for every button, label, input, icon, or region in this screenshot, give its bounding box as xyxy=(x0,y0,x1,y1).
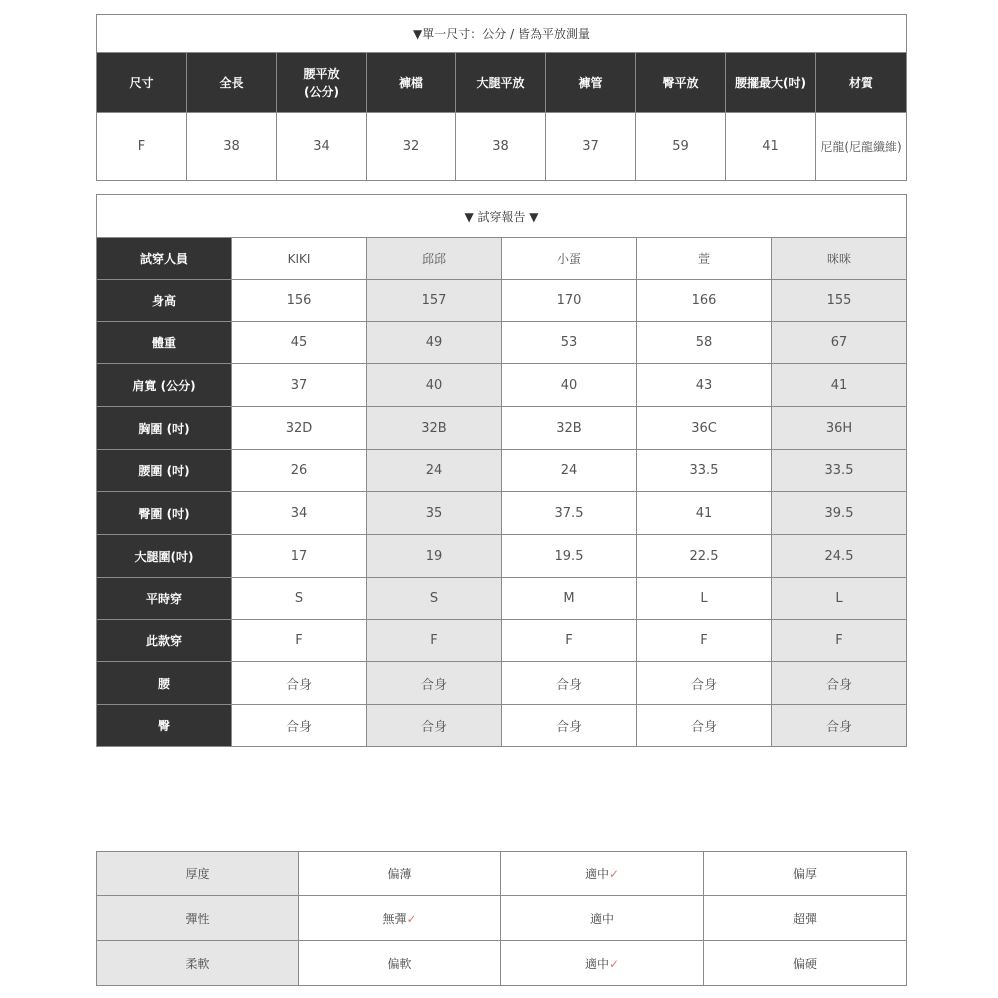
fit-row-label: 平時穿 xyxy=(97,578,232,620)
fit-cell: L xyxy=(637,578,772,620)
fit-cell: 24 xyxy=(502,450,637,492)
fit-row xyxy=(97,280,907,322)
fit-cell: 40 xyxy=(367,364,502,407)
fit-report-table xyxy=(96,194,907,747)
fit-cell: KIKI xyxy=(232,238,367,280)
fit-cell: 合身 xyxy=(637,705,772,747)
fit-row-label: 此款穿 xyxy=(97,620,232,662)
fabric-option-label: 超彈 xyxy=(792,911,817,926)
fit-cell: 41 xyxy=(637,492,772,535)
fit-cell: 37 xyxy=(232,364,367,407)
fit-cell: 40 xyxy=(502,364,637,407)
fit-cell: 19.5 xyxy=(502,535,637,578)
fit-cell: 53 xyxy=(502,322,637,364)
fabric-option-label: 無彈 xyxy=(382,911,407,926)
fit-report-caption: ▼ 試穿報告 ▼ xyxy=(97,195,907,238)
fit-cell: 156 xyxy=(232,280,367,322)
fit-cell: 萱 xyxy=(637,238,772,280)
fabric-row xyxy=(97,941,907,986)
fit-cell: 155 xyxy=(772,280,907,322)
header-waist-flat xyxy=(277,53,367,113)
fit-row xyxy=(97,705,907,747)
fit-cell: L xyxy=(772,578,907,620)
fit-cell: 37.5 xyxy=(502,492,637,535)
size-table-caption: ▼單一尺寸：公分 / 皆為平放測量 xyxy=(97,15,907,53)
length-value: 38 xyxy=(187,113,277,181)
fit-cell: 合身 xyxy=(367,662,502,705)
fit-cell: 39.5 xyxy=(772,492,907,535)
fit-cell: 合身 xyxy=(637,662,772,705)
fit-row xyxy=(97,620,907,662)
fit-cell: 17 xyxy=(232,535,367,578)
fit-row xyxy=(97,450,907,492)
fit-row xyxy=(97,407,907,450)
fit-cell: 24 xyxy=(367,450,502,492)
fit-cell: 49 xyxy=(367,322,502,364)
fit-cell: 32B xyxy=(367,407,502,450)
fit-cell: 合身 xyxy=(502,705,637,747)
fabric-option-label: 偏薄 xyxy=(387,867,412,881)
header-material: 材質 xyxy=(816,53,907,113)
header-hip-flat: 臀平放 xyxy=(636,53,726,113)
fit-cell: 小蛋 xyxy=(502,238,637,280)
fit-cell: F xyxy=(367,620,502,662)
hip-flat-value: 59 xyxy=(636,113,726,181)
fit-cell: 合身 xyxy=(502,662,637,705)
fit-cell: S xyxy=(367,578,502,620)
fit-cell: 166 xyxy=(637,280,772,322)
fit-row-label: 腰圍 (吋) xyxy=(97,450,232,492)
fit-row xyxy=(97,662,907,705)
fit-row xyxy=(97,492,907,535)
header-leg-opening: 褲管 xyxy=(546,53,636,113)
fabric-option-label: 適中 xyxy=(584,867,609,881)
fabric-row xyxy=(97,852,907,896)
fit-cell: 22.5 xyxy=(637,535,772,578)
fit-cell: 35 xyxy=(367,492,502,535)
fabric-row-label: 彈性 xyxy=(97,896,299,941)
fit-cell: 34 xyxy=(232,492,367,535)
fit-cell: 32D xyxy=(232,407,367,450)
fit-cell: 33.5 xyxy=(772,450,907,492)
fit-row-label: 臀 xyxy=(97,705,232,747)
fabric-option-label: 適中 xyxy=(589,911,614,926)
fit-cell: 33.5 xyxy=(637,450,772,492)
thigh-flat-value: 38 xyxy=(456,113,546,181)
check-icon: ✓ xyxy=(608,867,620,881)
check-icon: ✓ xyxy=(406,911,417,926)
fit-row-label: 胸圍 (吋) xyxy=(97,407,232,450)
fit-cell: 32B xyxy=(502,407,637,450)
fit-report-body xyxy=(97,238,907,747)
fit-cell: 45 xyxy=(232,322,367,364)
fit-cell: 170 xyxy=(502,280,637,322)
fabric-option xyxy=(299,896,501,941)
rise-value: 32 xyxy=(367,113,456,181)
header-waist-max: 腰擺最大(吋) xyxy=(726,53,816,113)
waist-flat-value: 34 xyxy=(277,113,367,181)
fit-cell: 19 xyxy=(367,535,502,578)
fabric-table-body xyxy=(97,852,907,986)
header-length: 全長 xyxy=(187,53,277,113)
fabric-option xyxy=(299,941,501,986)
waist-max-value: 41 xyxy=(726,113,816,181)
fabric-option-label: 偏厚 xyxy=(792,867,817,881)
fabric-option xyxy=(704,941,907,986)
fabric-option xyxy=(704,852,907,896)
fit-row xyxy=(97,535,907,578)
fit-cell: 邱邱 xyxy=(367,238,502,280)
fit-cell: F xyxy=(772,620,907,662)
fabric-option-label: 適中 xyxy=(584,956,609,971)
fabric-table xyxy=(96,851,907,986)
fit-cell: 咪咪 xyxy=(772,238,907,280)
fit-row-label: 大腿圍(吋) xyxy=(97,535,232,578)
fit-row xyxy=(97,364,907,407)
header-size: 尺寸 xyxy=(97,53,187,113)
fit-row-label: 臀圍 (吋) xyxy=(97,492,232,535)
fit-cell: 合身 xyxy=(232,662,367,705)
fit-cell: 合身 xyxy=(772,705,907,747)
fabric-option xyxy=(299,852,501,896)
fit-cell: F xyxy=(232,620,367,662)
size-table xyxy=(96,14,907,181)
leg-opening-value: 37 xyxy=(546,113,636,181)
fit-row-label: 腰 xyxy=(97,662,232,705)
fabric-option-label: 偏硬 xyxy=(792,956,817,971)
fit-cell: 24.5 xyxy=(772,535,907,578)
fit-cell: 36H xyxy=(772,407,907,450)
fit-cell: 36C xyxy=(637,407,772,450)
fabric-option-label: 偏軟 xyxy=(387,956,412,971)
material-value: 尼龍(尼龍纖維) xyxy=(816,113,907,181)
size-value: F xyxy=(97,113,187,181)
fit-row-label: 體重 xyxy=(97,322,232,364)
header-rise: 褲檔 xyxy=(367,53,456,113)
fit-row-label: 試穿人員 xyxy=(97,238,232,280)
fabric-option xyxy=(704,896,907,941)
fabric-row-label: 柔軟 xyxy=(97,941,299,986)
fit-cell: 67 xyxy=(772,322,907,364)
fit-row-label: 身高 xyxy=(97,280,232,322)
fit-cell: 41 xyxy=(772,364,907,407)
fit-cell: F xyxy=(637,620,772,662)
fabric-option xyxy=(501,852,704,896)
fit-cell: 43 xyxy=(637,364,772,407)
header-thigh-flat: 大腿平放 xyxy=(456,53,546,113)
fit-cell: 合身 xyxy=(772,662,907,705)
fit-row xyxy=(97,578,907,620)
fit-cell: S xyxy=(232,578,367,620)
fit-cell: 26 xyxy=(232,450,367,492)
fit-cell: 合身 xyxy=(232,705,367,747)
fabric-option xyxy=(501,941,704,986)
fit-cell: 合身 xyxy=(367,705,502,747)
check-icon: ✓ xyxy=(608,956,620,971)
fit-cell: F xyxy=(502,620,637,662)
fabric-row xyxy=(97,896,907,941)
fit-cell: M xyxy=(502,578,637,620)
fit-row xyxy=(97,238,907,280)
fit-row xyxy=(97,322,907,364)
fit-cell: 157 xyxy=(367,280,502,322)
fit-cell: 58 xyxy=(637,322,772,364)
header-waist-flat-line1: 腰平放 xyxy=(303,66,340,81)
fabric-option xyxy=(501,896,704,941)
fit-row-label: 肩寬 (公分) xyxy=(97,364,232,407)
header-waist-flat-line2: (公分) xyxy=(304,84,339,99)
fabric-row-label: 厚度 xyxy=(97,852,299,896)
